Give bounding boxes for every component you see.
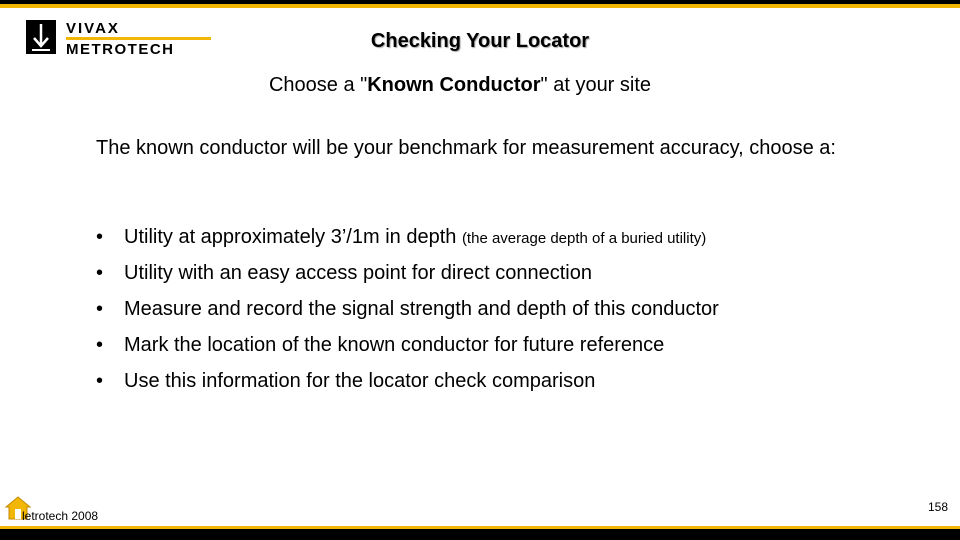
bullet-item (96, 366, 896, 402)
bullet-icon: • (96, 262, 104, 284)
bullet-icon: • (96, 370, 104, 392)
bullet-list (96, 222, 896, 402)
bullet-text: Utility with an easy access point for direct connection (124, 262, 592, 284)
top-accent-bar (0, 0, 960, 6)
bullet-icon: • (96, 334, 104, 356)
page-number: 158 (927, 500, 948, 514)
subtitle-suffix: " at your site (540, 74, 652, 96)
bullet-icon: • (96, 226, 104, 248)
bullet-text: Utility at approximately 3’/1m in depth (124, 226, 462, 248)
slide-title: Checking Your Locator (370, 30, 590, 52)
bullet-text: Measure and record the signal strength and depth of this conductor (124, 298, 719, 320)
bullet-item (96, 258, 896, 294)
bullet-item (96, 294, 896, 330)
slide-subtitle (0, 74, 920, 97)
bottom-accent-bar (0, 529, 960, 540)
bullet-text: Mark the location of the known conductor for future reference (124, 334, 665, 356)
intro-paragraph: The known conductor will be your benchmark for measurement accuracy, choose a: (96, 137, 836, 159)
logo-text-metrotech: METROTECH (66, 41, 175, 58)
bullet-item (96, 330, 896, 366)
subtitle-prefix: Choose a " (268, 74, 368, 96)
bullet-text: Use this information for the locator check comparison (124, 370, 596, 392)
bullet-item (96, 222, 896, 258)
subtitle-emphasis: Known Conductor (367, 74, 541, 96)
copyright-text: letrotech 2008 (22, 509, 99, 523)
bullet-icon: • (96, 298, 104, 320)
logo-text-vivax: VIVAX (66, 20, 120, 37)
bullet-note: (the average depth of a buried utility) (461, 230, 707, 247)
